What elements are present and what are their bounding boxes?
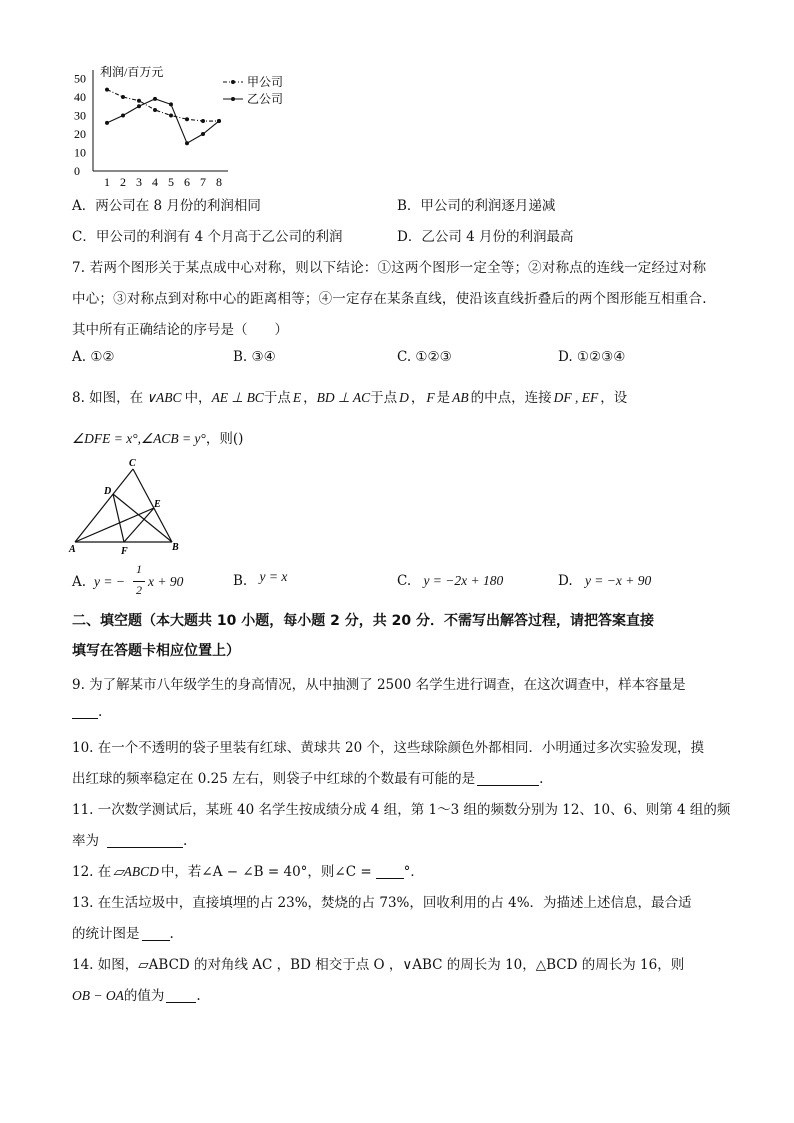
legend-dot-jia — [231, 80, 235, 84]
q10-line2 — [72, 767, 543, 787]
data-point-yi — [137, 104, 141, 108]
q9-line1: 9. 为了解某市八年级学生的身高情况，从中抽测了 2500 名学生进行调查，在这次调查中，样本容量是 — [72, 677, 686, 693]
x-tick-label: 5 — [168, 175, 174, 188]
q8-text-3: 于点 — [263, 390, 291, 406]
data-point-jia — [185, 117, 189, 121]
y-tick-label: 10 — [74, 145, 86, 160]
q12-parallelogram: ▱ABCD — [113, 864, 159, 879]
q8-option-c-eq: y = −2x + 180 — [423, 573, 504, 588]
y-tick-label: 50 — [74, 71, 86, 86]
q13-line2 — [72, 922, 174, 942]
side-bc — [133, 469, 172, 542]
y-tick-label: 40 — [74, 90, 86, 104]
data-point-jia — [169, 114, 173, 118]
data-point-jia — [137, 99, 141, 103]
x-tick-label: 1 — [104, 175, 110, 188]
q7-option-b: B. ③④ — [233, 349, 276, 365]
q6-option-c: C．甲公司的利润有 4 个月高于乙公司的利润 — [72, 229, 343, 245]
q8-option-c-prefix: C. — [397, 573, 412, 589]
q8-text-5: 于点 — [370, 390, 398, 406]
q8-line2 — [72, 427, 243, 447]
q11-line2-text: 率为 — [72, 833, 99, 849]
q13-answer-blank[interactable] — [142, 926, 170, 941]
q8-option-b-prefix: B. — [233, 573, 248, 589]
x-tick-label: 4 — [152, 175, 158, 188]
q14-line2 — [72, 984, 201, 1004]
data-point-jia — [201, 119, 205, 123]
side-ac — [75, 469, 133, 542]
q8-point-d: D — [399, 390, 409, 405]
data-point-yi — [169, 102, 173, 106]
q14-end: . — [196, 988, 201, 1004]
legend-dot-yi — [231, 97, 235, 101]
q8-option-a-numerator: 1 — [136, 562, 142, 576]
x-tick-label: 2 — [120, 175, 126, 188]
q8-df-ef: DF , EF — [553, 390, 599, 405]
data-point-yi — [121, 114, 125, 118]
q12-line — [72, 860, 424, 880]
q8-triangle-figure — [66, 456, 196, 560]
label-f: F — [121, 546, 128, 557]
x-tick-label: 3 — [136, 175, 142, 188]
q8-line2-end: ，则() — [205, 431, 244, 447]
q14-answer-blank[interactable] — [166, 988, 196, 1003]
label-d: D — [104, 486, 112, 497]
q9-end: . — [98, 704, 103, 720]
q11-answer-blank[interactable] — [107, 833, 183, 848]
q12-mid: 中，若∠A − ∠B = 40°，则∠C = — [160, 864, 372, 880]
label-b: B — [172, 542, 179, 553]
q6-option-a: A．两公司在 8 月份的利润相同 — [72, 198, 261, 214]
q13-line1: 13. 在生活垃圾中，直接填埋的占 23%，焚烧的占 73%，回收利用的占 4%．为描述上述信息，最合适 — [72, 895, 692, 911]
q6-option-d: D．乙公司 4 月份的利润最高 — [397, 229, 574, 245]
q8-option-d-prefix: D. — [558, 573, 573, 589]
q10-answer-blank[interactable] — [477, 771, 539, 786]
q7-line3: 其中所有正确结论的序号是（ ） — [72, 322, 288, 338]
q8-ae-perp-bc: AE ⊥ BC — [211, 390, 264, 405]
q7-line2: 中心；③对称点到对称中心的距离相等；④一定存在某条直线，使沿该直线折叠后的两个图形能互相重合. — [72, 291, 707, 307]
q8-triangle: ∨ABC — [146, 390, 182, 405]
q7-option-a: A. ①② — [72, 349, 115, 365]
legend-yi: 乙公司 — [247, 92, 284, 106]
q14-line2-text: 的值为 — [123, 988, 165, 1004]
q10-line1: 10. 在一个不透明的袋子里装有红球、黄球共 20 个，这些球除颜色外都相同．小明通过多次实验发现，摸 — [72, 740, 705, 756]
x-tick-label: 8 — [216, 175, 222, 188]
data-point-jia — [105, 88, 109, 92]
segment-ae — [75, 508, 154, 542]
q8-text-2: 中， — [184, 390, 212, 406]
q8-text-8: 的中点，连接 — [470, 390, 552, 406]
q12-prefix: 12. 在 — [72, 864, 112, 880]
y-tick-label: 20 — [74, 127, 86, 141]
q8-option-a-denominator: 2 — [136, 583, 142, 597]
q8-option-a-rhs: x + 90 — [148, 574, 184, 589]
data-point-yi — [217, 119, 221, 123]
q12-answer-blank[interactable] — [376, 864, 404, 879]
q8-text-1: 8. 如图，在 — [72, 390, 144, 406]
data-point-jia — [121, 95, 125, 99]
q8-option-d — [558, 573, 651, 589]
section2-heading-line2: 填写在答题卡相应位置上） — [72, 643, 240, 659]
q8-option-d-eq: y = −x + 90 — [584, 573, 652, 588]
x-tick-label: 6 — [184, 175, 190, 188]
q7-option-c: C. ①②③ — [397, 349, 452, 365]
label-c: C — [129, 458, 136, 469]
q8-option-c — [397, 573, 503, 589]
q11-line1: 11. 一次数学测试后，某班 40 名学生按成绩分成 4 组，第 1～3 组的频数分别为 12、10、6、则第 4 组的频 — [72, 802, 731, 818]
q8-text-6: ， — [410, 390, 425, 406]
profit-line-chart — [60, 58, 310, 188]
q8-text-4: ， — [303, 390, 317, 406]
q8-point-e: E — [292, 390, 302, 405]
q8-segment-ab: AB — [452, 390, 469, 405]
section2-heading-line1: 二、填空题（本大题共 10 小题，每小题 2 分，共 20 分．不需写出解答过程，请把答案直接 — [72, 613, 654, 629]
q8-angle-def: ∠DFE = x°,∠ACB = y° — [72, 431, 206, 446]
q6-option-b: B．甲公司的利润逐月递减 — [397, 198, 556, 214]
data-point-yi — [105, 121, 109, 125]
data-point-yi — [153, 97, 157, 101]
q11-end: . — [183, 833, 188, 849]
q8-option-a-prefix: A. — [72, 574, 87, 590]
q9-answer-blank[interactable] — [72, 704, 98, 719]
label-a: A — [69, 544, 76, 555]
q10-end: . — [539, 771, 544, 787]
data-point-yi — [201, 132, 205, 136]
y-tick-label: 0 — [74, 164, 80, 178]
q14-line1: 14. 如图，▱ABCD 的对角线 AC ，BD 相交于点 O ，∨ABC 的周长为 10，△BCD 的周长为 16，则 — [72, 957, 685, 973]
q11-line2 — [72, 829, 187, 849]
y-axis-label: 利润/百万元 — [100, 65, 164, 79]
q8-option-b — [233, 569, 288, 589]
q8-text-7: 是 — [436, 390, 451, 406]
q8-option-a-lhs: y = − — [94, 574, 125, 589]
q8-option-b-eq: y = x — [259, 569, 288, 584]
q8-text-9: ，设 — [600, 390, 628, 406]
x-tick-label: 7 — [200, 175, 206, 188]
legend-jia: 甲公司 — [247, 75, 284, 89]
y-tick-label: 30 — [74, 108, 86, 123]
data-point-jia — [153, 108, 157, 112]
segment-ef — [124, 508, 154, 542]
q7-line1: 7. 若两个图形关于某点成中心对称，则以下结论：①这两个图形一定全等；②对称点的连线一定经过对称 — [72, 260, 707, 276]
q13-end: . — [169, 926, 174, 942]
label-e: E — [154, 499, 161, 510]
q8-bd-perp-ac: BD ⊥ AC — [316, 390, 371, 405]
q14-ob-minus-oa: OB − OA — [72, 988, 124, 1003]
q7-option-d: D. ①②③④ — [558, 349, 626, 365]
q9-line2 — [72, 704, 102, 720]
q8-point-f: F — [426, 390, 435, 405]
q8-line1 — [72, 386, 627, 406]
q10-line2-text: 出红球的频率稳定在 0.25 左右，则袋子中红球的个数最有可能的是 — [72, 771, 476, 787]
q12-end: °． — [403, 864, 424, 880]
q13-line2-text: 的统计图是 — [72, 926, 140, 942]
data-point-yi — [185, 141, 189, 145]
q8-option-a-fraction-bar — [133, 581, 145, 582]
